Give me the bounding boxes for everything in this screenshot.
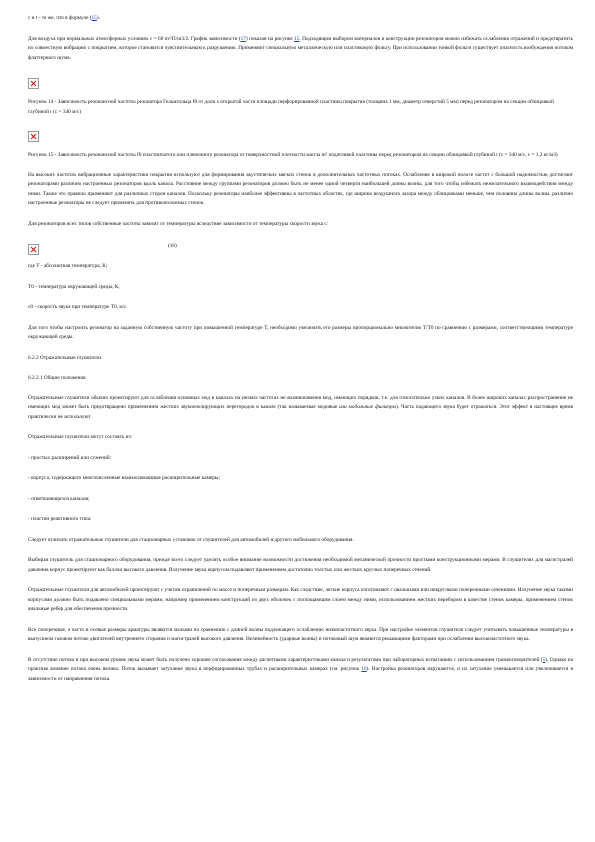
figure-15 <box>28 127 573 145</box>
paragraph: Отражательные глушители для автомобилей проектируют с учетом ограничений по массе и поперечным размерам. Как следствие, легкие корпуса изготовляют с овальными или некруглыми поперечными сечениями. Излучение звука такими корпусами должно быть подавлено специальными мерами, например применением конструкций из двух оболочек с поглощающим слоем между ними, использованием жестких перебором в качестве стенок камеры, применением стенок анальные ребер для обеспечения прочности. <box>28 587 573 612</box>
figure-caption: Рисунок 14 - Зависимость резонансной частоты резонатора Гельмгольца f0 от доли s открытой части площади перфорированной пластины покрытия (толщина 1 мм, диаметр отверстий 5 мм) перед резонатором на секции облицовкой глубиной t (c = 340 м/с) <box>28 99 554 115</box>
definition: c0 - скорость звука при температуре T0, м/с. <box>28 304 128 310</box>
paragraph: Выбирая глушитель для стационарного оборудования, прежде всего следует уделить особое внимание возможности достижения необходимой механической прочности простыми конструкционными мерами. В глушителях для магистралей давления корпус проектируют как баллон высокого давления. Излучение звука корпусом подавляют применением достаточно толстых или жестких круглых поперечных сечений. <box>28 557 573 573</box>
text: . Подходящим выбором материалов и конструкции резонаторов можно избежать ослабления отражений и предотвратить их совместную вибрацию с покрытием, которое становится чувствительным к разрушению. Применяют специальную металлическую или пластиковую фольгу. При использовании тонкой фольги существует опасность возбуждения потоком флаттерного шума. <box>28 35 573 61</box>
top-line <box>28 14 573 24</box>
definition: T0 - температура окружающей среды, К; <box>28 283 120 290</box>
paragraph: Следует отличать отражательные глушители для стационарных установок от глушителей для автомобилей и другого мобильного оборудования. <box>28 536 354 543</box>
emphasis-text: или модальные фильтры <box>339 404 397 410</box>
list-item: - ответвляющихся каналов; <box>28 495 90 502</box>
list-item: - простых расширений или сужений; <box>28 454 112 461</box>
paragraph: Отражательные глушители могут состоять из: <box>28 434 133 440</box>
text: ). <box>96 15 100 21</box>
paragraph: На высоких частотах вибрационные характеристики покрытия используют для формирования акустических мягких стенок в дополнительных частотных потоках. Ослабление в широкой полосе частот с большой надежностью достигают резонаторами различно настроенных резонаторов вдоль канала. Расстояние между группами резонаторов должно быть не менее одной четверти наибольшей длины волны, для того чтобы избежать нежелательного взаимодействия между ними. Также это правило применяют для различных сторон каналов. Поскольку резонаторы наиболее эффективны в частотных областях, где ширина воздушного зазора между облицовками меньше, чем половина длины волны, различно настроенные резонаторы не следует применять для противоположных стенок. <box>28 171 573 206</box>
document-page <box>28 14 573 695</box>
section-heading: 6.2.2 Отражательные глушители <box>28 354 102 361</box>
formula-link[interactable]: 15 <box>91 15 97 21</box>
figure-link[interactable]: 15 <box>294 35 300 42</box>
figure-14 <box>28 74 573 92</box>
text: ). Однако на практике влияние потока очень велико. Поток вызывает затухание звука в перфорированных трубах и расширительных камерах (см. рисунок <box>28 656 573 672</box>
text: ). Настройка резонаторов нарушается, и их затухание уменьшается или увеличивается в зависимости от направления потока. <box>28 666 574 682</box>
text: ) показан на рисунке <box>245 35 295 42</box>
equation-number: (16) <box>168 243 177 249</box>
broken-image-icon <box>28 244 39 255</box>
text: Для воздуха при нормальных атмосферных условиях с = 60 m²/Π/m3/2. График зависимости ( <box>28 35 241 42</box>
text: В отсутствие потока и при высоком уровне звука может быть получено хорошее согласование между расчетными характеристиками канала и результатами при лабораторных испытаниях с использованием громкоговорителей ( <box>28 656 543 663</box>
subsection-heading: 6.2.2.1 Общие положения <box>28 374 86 381</box>
paragraph <box>28 656 573 685</box>
broken-image-icon <box>28 78 39 89</box>
equation-16 <box>28 240 573 256</box>
paragraph: Для того чтобы настроить резонатор на заданную собственную частоту при повышенной температуре T, необходимо увеличить его размеры пропорционально множителю T/T0 по сравнению с размерами, соответствующими температуре окружающей среды. <box>28 324 573 340</box>
figure-caption: Рисунок 15 - Зависимость резонансной частоты f0 пластинчатого или пленочного резонатора от поверхностной плотности массы m² податливой пластины перед резонатором на секции облицовкой глубиной t (с = 340 м/с, ε = 1,2 кг/м3) <box>28 152 558 158</box>
text: c и t - те же, что в формуле ( <box>28 15 92 21</box>
list-item: - корпуса, содержащего многочисленные взаимосвязанные расширительные камеры; <box>28 475 220 481</box>
definition: где T - абсолютная температура, К; <box>28 263 108 269</box>
text: ). Часть падающего звука будет отражаться. Этот эффект в настоящее время практически не используют. <box>28 404 573 420</box>
formula-link[interactable]: 17 <box>240 35 246 42</box>
figure-link[interactable]: 16 <box>361 666 367 672</box>
reference-link[interactable]: 5 <box>542 656 546 663</box>
paragraph: Для резонаторов всех типов собственные частоты зависят от температуры вследствие зависимости от температуры скорости звука c: <box>28 220 329 227</box>
text: Отражательные глушители обычно проектируют для ослабления основных мод в каналах на низких частотах не возникновения мод, имеющих порядков, т.е. для относительно узких каналов. В более широких каналах распространение не имеющих мод может быть предотвращено применением жестких звукоизолирующих перегородок в канале (так называемые модовые <box>28 394 573 410</box>
paragraph <box>28 35 573 64</box>
paragraph: Все поперечные, а часто и осевые размеры арматуры являются малыми по сравнению с длиной волны подлежащего ослаблению низкочастотного звука. При настройке элементов глушителя следует учитывать повышенные температуры в выпускном газовом потоке двигателей внутреннего сгорания и магистралей высокого давления. Нелинейность (ударные волны) и потоковый шум являются решающими факторами при ослаблении высокочастотного звука. <box>28 626 573 642</box>
list-item: - пластин реактивного типа. <box>28 516 92 522</box>
paragraph <box>28 394 573 423</box>
broken-image-icon <box>28 131 39 142</box>
